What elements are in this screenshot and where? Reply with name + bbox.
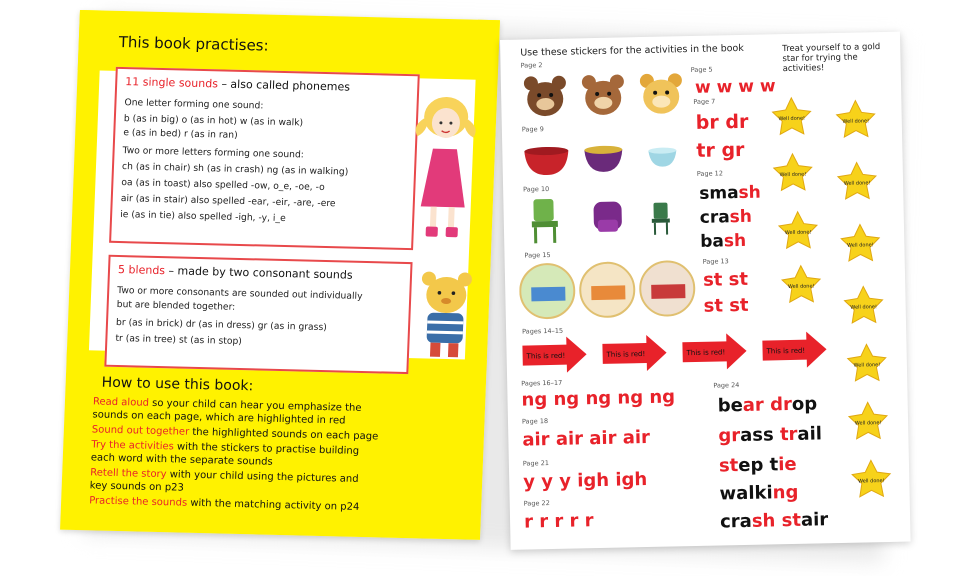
page-label: Page 21 [522,459,550,468]
single-sounds-box [109,67,420,250]
step-tie-stickers[interactable]: step tie [718,453,797,477]
star-sticker [841,224,880,261]
crash-stair-stickers[interactable]: crash stair [719,509,829,533]
svg-text:Well done!: Well done! [784,229,812,237]
bash-sticker[interactable]: bash [700,230,747,252]
svg-text:Well done!: Well done! [842,118,870,125]
star-sticker [772,98,811,135]
star-sticker [779,211,818,248]
bear-head-stickers[interactable] [519,70,690,122]
star-sticker [836,100,875,137]
page-label: Page 15 [524,250,551,260]
sound-line: ch (as in chair) sh (as in crash) ng (as in walking) [121,161,349,178]
how-to-item: Read aloud so your child can hear you emphasize the [92,396,362,414]
yellow-band-left [67,10,102,360]
r-stickers[interactable]: r r r r r [523,510,594,533]
left-page [60,10,500,540]
bear-drop-stickers[interactable]: bear drop [717,393,818,417]
arrow-sticker [682,333,747,370]
br-dr-stickers[interactable]: br dr [695,110,749,134]
st-stickers-row2[interactable]: st st [703,294,749,317]
svg-text:Well done!: Well done! [850,304,878,311]
how-to-item: key sounds on p23 [89,480,185,494]
blends-box [104,255,412,374]
tr-gr-stickers[interactable]: tr gr [696,138,745,162]
how-to-item: Retell the story with your child using the pictures and [90,467,359,485]
w-stickers[interactable]: w w w w [694,76,776,98]
sound-line: oa (as in toast) also spelled -ow, o_e, -oe, -o [121,177,325,194]
bear-illustration [412,268,480,365]
page-label: Page 18 [521,417,549,426]
star-sticker [782,265,821,302]
how-to-use-title: How to use this book: [101,374,254,395]
star-sticker [838,162,877,199]
page-label: Pages 14–15 [522,326,564,336]
blend-text: Two or more consonants are sounded out individually [117,284,363,302]
how-to-item: Sound out together the highlighted sounds on each page [91,424,379,443]
how-to-item: Practise the sounds with the matching activity on p24 [88,495,360,513]
bed-stickers[interactable] [519,258,700,322]
svg-text:Well done!: Well done! [843,180,871,187]
star-sticker [844,286,883,323]
star-sticker [847,344,886,381]
y-igh-stickers[interactable]: y y y igh igh [523,469,648,493]
bowl-stickers[interactable] [520,136,691,180]
page-label: Pages 16–17 [521,378,563,388]
svg-text:Well done!: Well done! [854,420,882,427]
page-label: Page 12 [696,169,724,178]
blend-line: tr (as in tree) st (as in stop) [115,332,243,348]
grass-trail-stickers[interactable]: grass trail [718,423,823,447]
air-stickers[interactable]: air air air air [522,426,651,451]
svg-text:Well done!: Well done! [847,242,874,249]
svg-text:This is red!: This is red! [526,351,566,361]
blends-heading: 5 blends – made by two consonant sounds [117,262,353,282]
chair-stickers[interactable] [525,194,696,246]
blend-line: br (as in brick) dr (as in dress) gr (as in grass) [115,316,328,334]
svg-text:This is red!: This is red! [766,346,806,356]
page-label: Page 13 [702,257,729,266]
svg-text:This is red!: This is red! [606,350,646,359]
purple-chair-sticker [593,201,622,232]
svg-text:This is red!: This is red! [686,348,726,358]
svg-text:Well done!: Well done! [779,171,807,179]
bear-head-sticker [640,73,683,114]
how-to-item: each word with the separate sounds [90,452,273,468]
small-chair-sticker [651,202,670,234]
arrow-sticker [522,336,587,373]
svg-text:Well done!: Well done! [787,283,815,291]
page-label: Page 9 [521,125,544,134]
svg-text:Well done!: Well done! [778,115,806,123]
page-label: Page 24 [713,381,740,390]
page-title: This book practises: [118,32,269,55]
subheading: One letter forming one sound: [124,97,264,112]
bear-head-sticker [582,74,625,115]
page-label: Page 7 [693,97,716,106]
girl-illustration [401,88,487,250]
star-sticker [852,460,891,497]
sound-line: air (as in stair) also spelled -ear, -eir, -are, -ere [120,193,336,210]
how-to-item: sounds on each page, which are highlighted in red [92,409,346,427]
crash-sticker[interactable]: crash [699,206,753,228]
ng-stickers[interactable]: ng ng ng ng ng [521,386,676,411]
svg-text:Well done!: Well done! [853,362,881,369]
star-sticker [773,154,812,191]
sticker-heading: Use these stickers for the activities in the book [520,42,744,59]
gold-star-note: Treat yourself to a gold star for trying the activities! [782,42,881,75]
single-sounds-heading: 11 single sounds – also called phonemes [125,75,351,94]
gold-star-stickers[interactable] [771,94,904,527]
page-label: Page 22 [523,499,550,508]
right-page [500,32,911,550]
subheading: Two or more letters forming one sound: [122,145,305,161]
page-label: Page 2 [520,61,543,70]
sound-line: b (as in big) o (as in hot) w (as in walk) [123,113,304,129]
sound-line: e (as in bed) r (as in ran) [123,127,238,141]
blend-text: but are blended together: [116,298,236,313]
st-stickers-row1[interactable]: st st [702,268,749,291]
smash-sticker[interactable]: smash [699,182,762,204]
sound-line: ie (as in tie) also spelled -igh, -y, i_e [119,209,286,225]
arrow-sticker [602,335,667,372]
page-label: Page 10 [523,185,550,194]
green-chair-sticker [531,199,558,244]
bear-head-sticker [524,76,567,117]
walking-sticker[interactable]: walking [719,481,799,505]
svg-text:Well done!: Well done! [857,478,885,485]
how-to-item: Try the activities with the stickers to practise building [91,439,360,457]
page-label: Page 5 [690,65,713,75]
star-sticker [849,402,888,439]
